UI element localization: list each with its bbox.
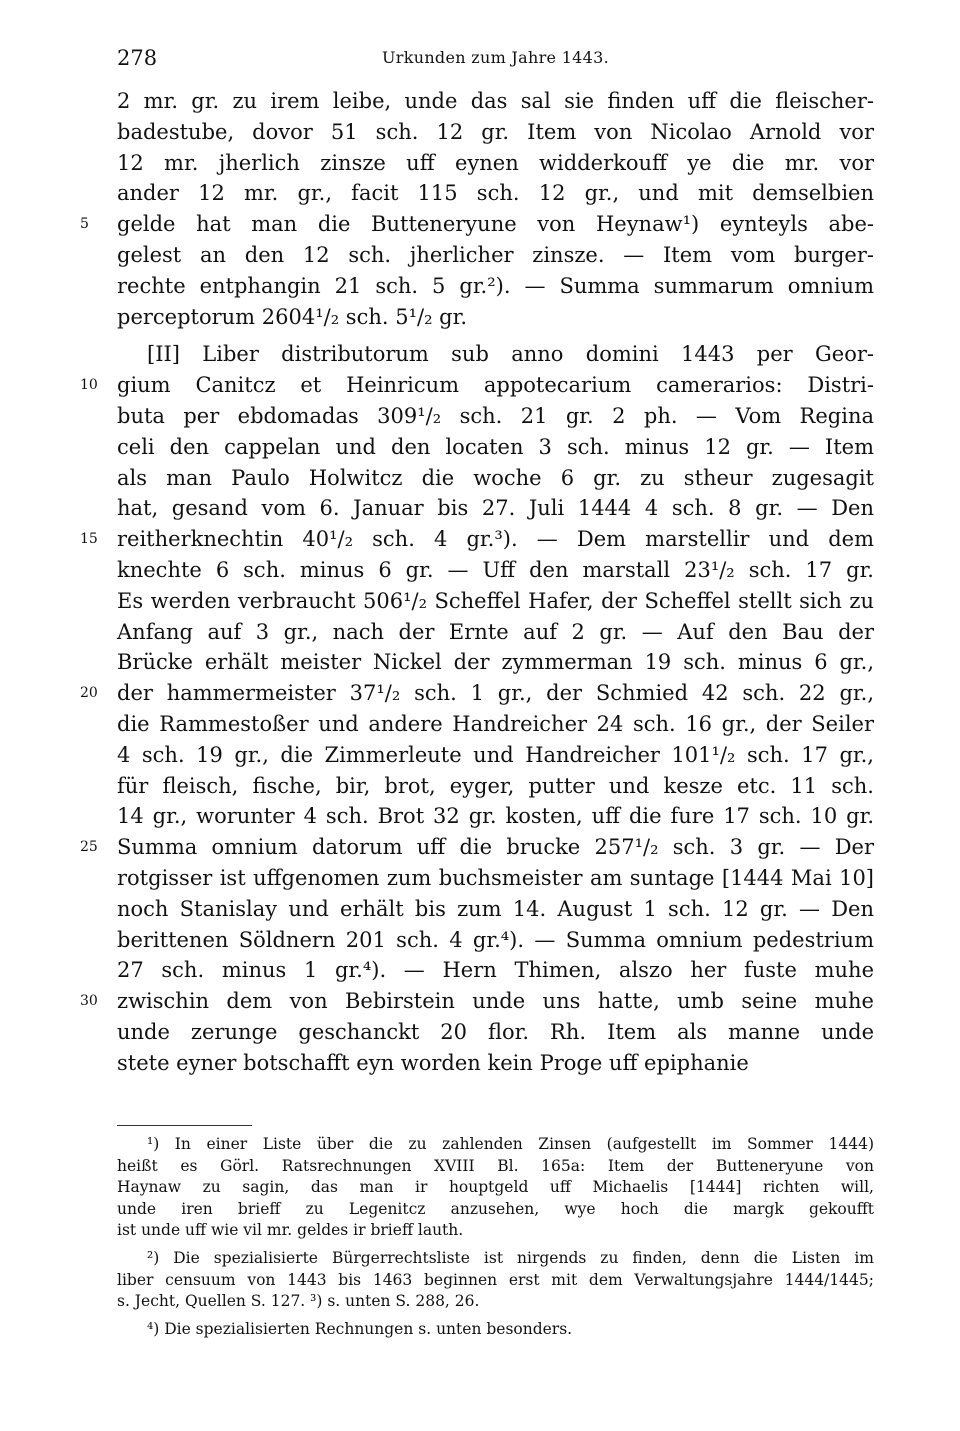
text-line	[117, 493, 874, 524]
line-text: buta per ebdomadas 309¹/₂ sch. 21 gr. 2 ph. — Vom Regina	[117, 403, 874, 428]
line-text: [II] Liber distributorum sub anno domini 1443 per Geor-	[147, 342, 874, 367]
text-line	[117, 771, 874, 802]
footnote-line: s. Jecht, Quellen S. 127. ³) s. unten S. 288, 26.	[117, 1292, 480, 1311]
text-line	[117, 586, 874, 617]
line-text: unde zerunge geschanckt 20 flor. Rh. Item als manne unde	[117, 1019, 874, 1044]
line-number: 20	[80, 685, 98, 702]
line-text: 12 mr. jherlich zinsze uff eynen widderkouff ye die mr. vor	[117, 150, 874, 175]
line-text: Brücke erhält meister Nickel der zymmerman 19 sch. minus 6 gr.,	[117, 650, 874, 675]
line-text: als man Paulo Holwitcz die woche 6 gr. zu stheur zugesagit	[117, 465, 874, 490]
text-line	[117, 1048, 874, 1079]
text-line	[117, 555, 874, 586]
line-text: Summa omnium datorum uff die brucke 257¹/₂ sch. 3 gr. — Der	[117, 835, 874, 860]
line-text: gelde hat man die Butteneryune von Heynaw¹) eynteyls abe-	[117, 212, 874, 237]
running-title: Urkunden zum Jahre 1443.	[382, 48, 609, 67]
text-line	[117, 86, 874, 117]
text-line	[80, 678, 874, 709]
line-text: gium Canitcz et Heinricum appotecarium camerarios: Distri-	[117, 373, 874, 398]
line-text: der hammermeister 37¹/₂ sch. 1 gr., der Schmied 42 sch. 22 gr.,	[117, 681, 874, 706]
line-text: hat, gesand vom 6. Januar bis 27. Juli 1444 4 sch. 8 gr. — Den	[117, 496, 874, 521]
text-line	[80, 986, 874, 1017]
text-line	[117, 617, 874, 648]
footnote	[117, 1248, 874, 1313]
text-line	[117, 271, 874, 302]
line-text: 2 mr. gr. zu irem leibe, unde das sal sie finden uff die fleischer-	[117, 89, 874, 113]
text-line	[117, 339, 874, 370]
line-number: 15	[80, 531, 98, 548]
text-line	[117, 955, 874, 986]
footnote-line: heißt es Görl. Ratsrechnungen XVIII Bl. 165a: Item der Butteneryune von	[117, 1156, 874, 1175]
text-line	[117, 925, 874, 956]
footnote-line: ⁴) Die spezialisierten Rechnungen s. unten besonders.	[147, 1319, 573, 1338]
footnotes	[117, 1134, 874, 1340]
text-line	[117, 117, 874, 148]
page-number: 278	[117, 46, 158, 70]
line-number: 25	[80, 839, 98, 856]
text-line	[117, 463, 874, 494]
line-text: perceptorum 2604¹/₂ sch. 5¹/₂ gr.	[117, 304, 468, 329]
line-text: Es werden verbraucht 506¹/₂ Scheffel Hafer, der Scheffel stellt sich zu	[117, 588, 874, 613]
text-line	[117, 178, 874, 209]
text-line	[117, 1017, 874, 1048]
line-text: noch Stanislay und erhält bis zum 14. August 1 sch. 12 gr. — Den	[117, 896, 874, 921]
line-text: knechte 6 sch. minus 6 gr. — Uff den marstall 23¹/₂ sch. 17 gr.	[117, 557, 874, 582]
line-text: ander 12 mr. gr., facit 115 sch. 12 gr., und mit demselbien	[117, 181, 874, 206]
footnote	[117, 1319, 874, 1341]
footnote-line: unde iren brieff zu Legenitcz anzusehen, wye hoch die margk gekoufft	[117, 1199, 874, 1218]
line-text: rechte entphangin 21 sch. 5 gr.²). — Summa summarum omnium	[117, 273, 874, 298]
line-text: celi den cappelan und den locaten 3 sch. minus 12 gr. — Item	[117, 434, 874, 459]
text-line	[117, 740, 874, 771]
line-text: reitherknechtin 40¹/₂ sch. 4 gr.³). — Dem marstellir und dem	[117, 527, 874, 552]
text-line	[117, 894, 874, 925]
text-line	[117, 863, 874, 894]
text-line	[80, 832, 874, 863]
paragraph	[80, 86, 874, 332]
text-line	[117, 240, 874, 271]
text-line	[117, 709, 874, 740]
line-number: 5	[80, 216, 89, 233]
footnote-line: ist unde uff wie vil mr. geldes ir brieff lauth.	[117, 1221, 464, 1240]
line-text: 4 sch. 19 gr., die Zimmerleute und Handreicher 101¹/₂ sch. 17 gr.,	[117, 742, 874, 767]
line-text: stete eyner botschafft eyn worden kein Proge uff epiphanie	[117, 1050, 749, 1075]
line-number: 10	[80, 377, 98, 394]
line-text: die Rammestoßer und andere Handreicher 24 sch. 16 gr., der Seiler	[117, 711, 874, 736]
text-line	[80, 370, 874, 401]
text-line	[117, 432, 874, 463]
line-text: berittenen Söldnern 201 sch. 4 gr.⁴). — Summa omnium pedestrium	[117, 927, 874, 952]
line-text: gelest an den 12 sch. jherlicher zinsze. — Item vom burger-	[117, 242, 874, 267]
main-text	[80, 86, 874, 1079]
text-line	[117, 647, 874, 678]
page-header	[117, 46, 874, 76]
footnote-line: liber censuum von 1443 bis 1463 beginnen erst mit dem Verwaltungsjahre 1444/1445;	[117, 1270, 874, 1289]
line-text: zwischin dem von Bebirstein unde uns hatte, umb seine muhe	[117, 989, 874, 1014]
line-text: rotgisser ist uffgenomen zum buchsmeister am suntage [1444 Mai 10]	[117, 865, 874, 890]
line-text: Anfang auf 3 gr., nach der Ernte auf 2 gr. — Auf den Bau der	[117, 619, 874, 644]
footnote-divider	[117, 1125, 252, 1126]
text-line	[80, 524, 874, 555]
line-text: badestube, dovor 51 sch. 12 gr. Item von Nicolao Arnold vor	[117, 119, 874, 144]
text-line	[117, 401, 874, 432]
footnote-line: ¹) In einer Liste über die zu zahlenden Zinsen (aufgestellt im Sommer 1444)	[147, 1135, 874, 1153]
line-text: 14 gr., worunter 4 sch. Brot 32 gr. kosten, uff die fure 17 sch. 10 gr.	[117, 804, 874, 829]
paragraph	[80, 339, 874, 1078]
line-text: für fleisch, fische, bir, brot, eyger, putter und kesze etc. 11 sch.	[117, 773, 874, 798]
text-line	[80, 209, 874, 240]
footnote-line: Haynaw zu sagin, das man ir houptgeld uff Michaelis [1444] richten will,	[117, 1178, 874, 1197]
footnote-line: ²) Die spezialisierte Bürgerrechtsliste ist nirgends zu finden, denn die Listen im	[147, 1248, 874, 1267]
line-number: 30	[80, 993, 98, 1010]
footnote	[117, 1134, 874, 1242]
text-line	[117, 302, 874, 333]
line-text: 27 sch. minus 1 gr.⁴). — Hern Thimen, alszo her fuste muhe	[117, 958, 874, 983]
text-line	[117, 801, 874, 832]
text-line	[117, 148, 874, 179]
